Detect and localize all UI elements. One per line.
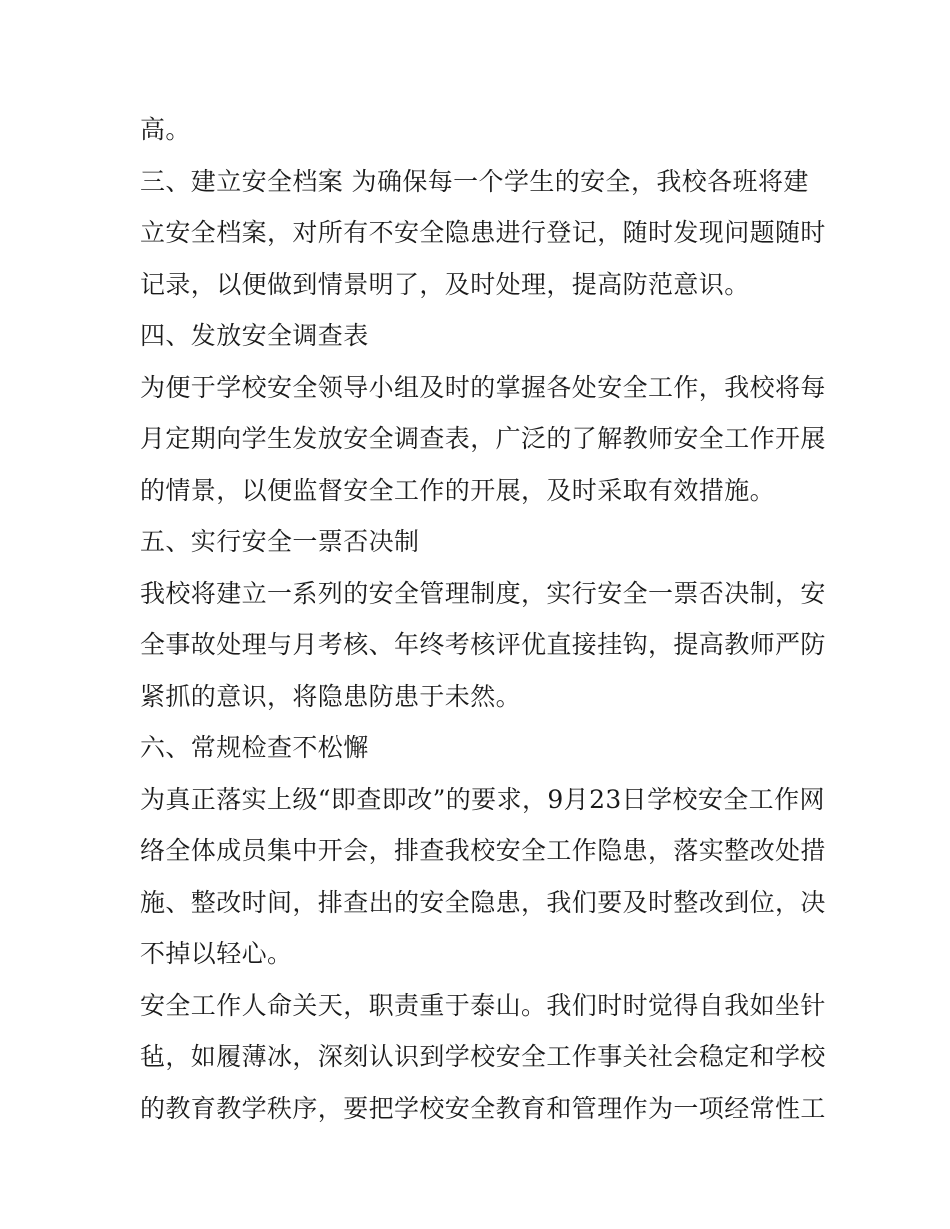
text-line: 的教育教学秩序，要把学校安全教育和管理作为一项经常性工 — [140, 1093, 826, 1123]
text-line: 全事故处理与月考核、年终考核评优直接挂钩，提高教师严防 — [140, 630, 826, 659]
section-heading-4: 四、发放安全调查表 — [140, 321, 369, 350]
text-line: 施、整改时间，排查出的安全隐患，我们要及时整改到位，决 — [140, 887, 826, 917]
text-line: 络全体成员集中开会，排查我校安全工作隐患，落实整改处措 — [140, 836, 826, 865]
text-line: 记录，以便做到情景明了，及时处理，提高防范意识。 — [140, 269, 750, 299]
text-line: 为便于学校安全领导小组及时的掌握各处安全工作，我校将每 — [140, 372, 826, 402]
text-line: 立安全档案，对所有不安全隐患进行登记，随时发现问题随时 — [140, 218, 826, 247]
text-line: 毡，如履薄冰，深刻认识到学校安全工作事关社会稳定和学校 — [140, 1042, 826, 1071]
section-heading-6: 六、常规检查不松懈 — [140, 733, 369, 762]
document-body — [140, 104, 826, 1134]
text-line: 月定期向学生发放安全调查表，广泛的了解教师安全工作开展 — [140, 424, 826, 453]
section-heading-5: 五、实行安全一票否决制 — [140, 527, 420, 556]
text-line: 的情景，以便监督安全工作的开展，及时采取有效措施。 — [140, 475, 776, 505]
text-line: 不掉以轻心。 — [140, 939, 293, 968]
text-line: 安全工作人命关天，职责重于泰山。我们时时觉得自我如坐针 — [140, 990, 826, 1020]
text-line: 高。 — [140, 115, 191, 144]
text-line: 紧抓的意识，将隐患防患于未然。 — [140, 681, 522, 711]
text-line: 为真正落实上级“即查即改”的要求，9月23日学校安全工作网 — [140, 784, 825, 814]
section-heading-3: 三、建立安全档案 为确保每一个学生的安全，我校各班将建 — [140, 166, 809, 196]
text-line: 我校将建立一系列的安全管理制度，实行安全一票否决制，安 — [140, 578, 826, 608]
